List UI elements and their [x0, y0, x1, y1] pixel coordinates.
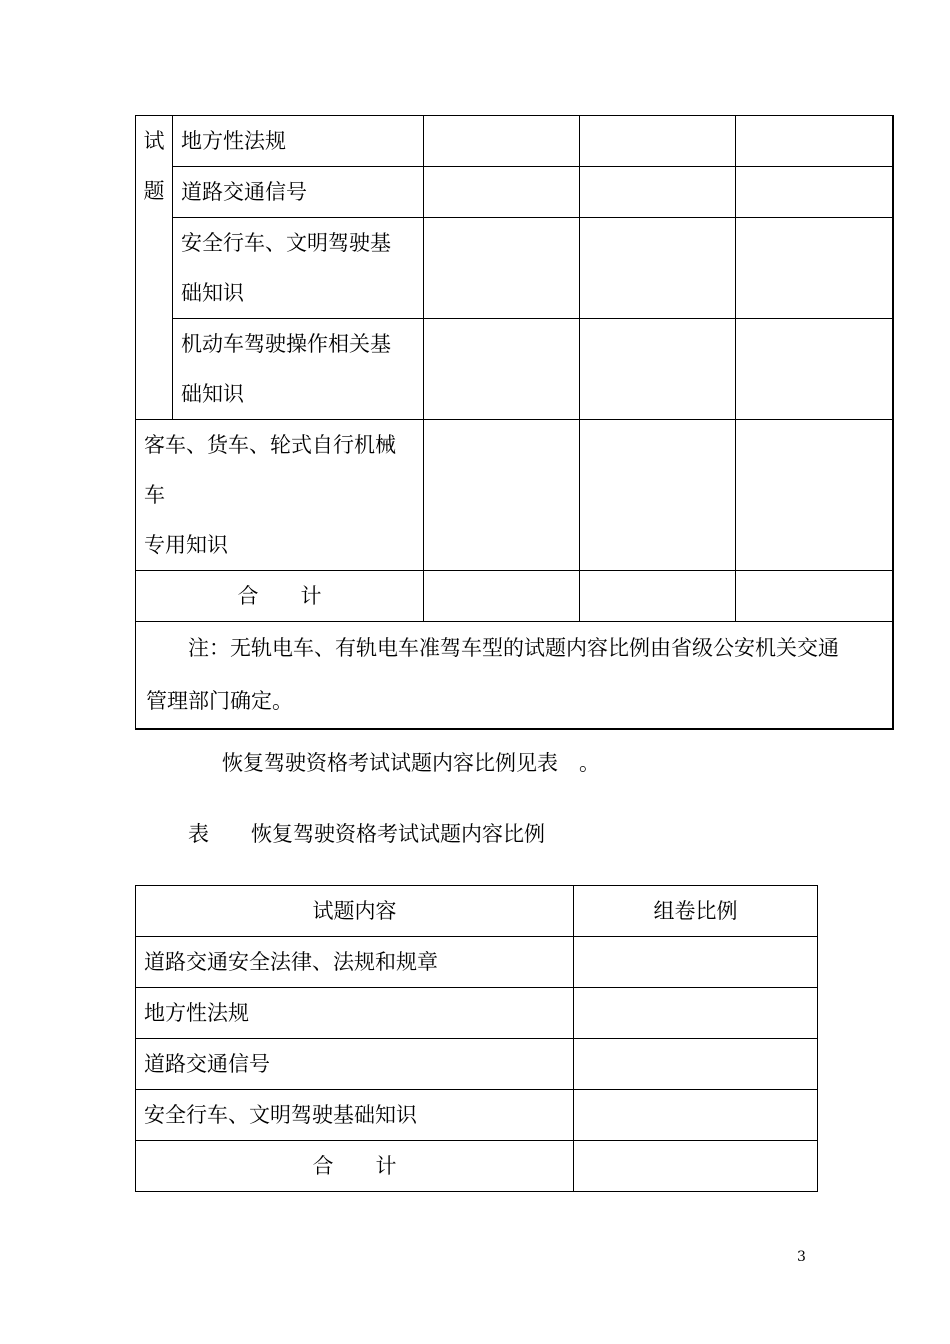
row-label-line: 础知识 [181, 382, 244, 406]
table-cell [574, 1090, 818, 1141]
row-label-safe-driving [173, 218, 424, 319]
row-label-local-regulations: 地方性法规 [173, 116, 424, 167]
restore-exam-ratio-table [135, 885, 818, 1192]
table-cell [574, 1039, 818, 1090]
table-cell [574, 1141, 818, 1192]
table-cell [424, 116, 580, 167]
table-cell [574, 988, 818, 1039]
table-cell [424, 319, 580, 420]
table-row-label: 道路交通安全法律、法规和规章 [136, 937, 574, 988]
page-number: 3 [797, 1249, 806, 1265]
row-label-special-knowledge [136, 420, 424, 571]
table-cell [424, 218, 580, 319]
table-cell [580, 571, 736, 622]
row-label-line: 专用知识 [144, 533, 228, 557]
note-line: 管理部门确定。 [146, 689, 293, 713]
table-cell [574, 937, 818, 988]
exam-group-label [136, 116, 173, 420]
body-paragraph: 恢复驾驶资格考试试题内容比例见表 。 [222, 751, 600, 775]
row-label-line: 机动车驾驶操作相关基 [181, 332, 391, 356]
exam-content-table-continued [135, 115, 894, 730]
table-row-label: 地方性法规 [136, 988, 574, 1039]
table-cell [736, 420, 893, 571]
table-cell [580, 319, 736, 420]
total-label: 合 计 [136, 1141, 574, 1192]
row-label-vehicle-operation [173, 319, 424, 420]
row-label-line: 客车、货车、轮式自行机械 [144, 433, 396, 457]
table-cell [424, 167, 580, 218]
row-label-traffic-signals: 道路交通信号 [173, 167, 424, 218]
header-ratio: 组卷比例 [574, 886, 818, 937]
table-row-label: 安全行车、文明驾驶基础知识 [136, 1090, 574, 1141]
table-cell [580, 167, 736, 218]
row-label-line: 安全行车、文明驾驶基 [181, 231, 391, 255]
table-cell [580, 218, 736, 319]
row-label-line: 础知识 [181, 281, 244, 305]
table-note [136, 622, 893, 730]
row-label-line: 车 [144, 483, 165, 507]
table-cell [424, 571, 580, 622]
note-line: 注：无轨电车、有轨电车准驾车型的试题内容比例由省级公安机关交通 [188, 636, 839, 660]
table-row-label: 道路交通信号 [136, 1039, 574, 1090]
table-cell [736, 167, 893, 218]
total-label: 合 计 [136, 571, 424, 622]
exam-group-char-1: 试 [143, 129, 165, 153]
table-cell [736, 218, 893, 319]
table-cell [736, 571, 893, 622]
header-content: 试题内容 [136, 886, 574, 937]
table-cell [580, 420, 736, 571]
exam-group-char-2: 题 [143, 179, 165, 203]
table-caption: 表 恢复驾驶资格考试试题内容比例 [188, 822, 545, 846]
table-cell [424, 420, 580, 571]
table-cell [580, 116, 736, 167]
table-cell [736, 116, 893, 167]
table-cell [736, 319, 893, 420]
